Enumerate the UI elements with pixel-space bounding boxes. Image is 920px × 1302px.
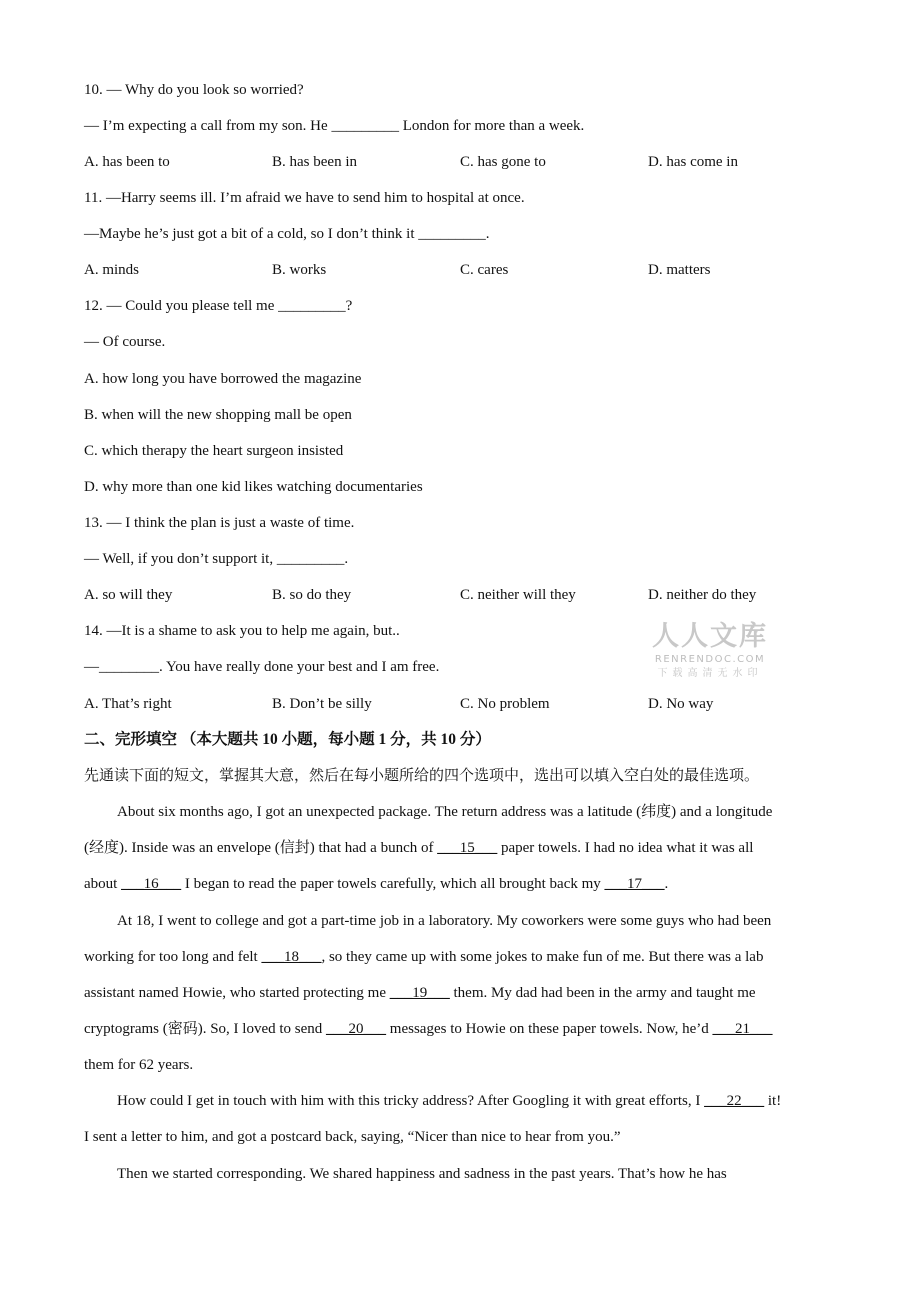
passage-text: I began to read the paper towels carefully, which all brought back my xyxy=(181,876,605,892)
q12-line2: — Of course. xyxy=(84,334,166,350)
passage-p2-line2 xyxy=(84,947,763,967)
q10-option-a: A. has been to xyxy=(84,154,170,170)
q11-option-b: B. works xyxy=(272,262,327,278)
q10-option-b: B. has been in xyxy=(272,154,357,170)
q14-stem: 14. —It is a shame to ask you to help me again, but.. xyxy=(84,623,400,639)
q13-option-a: A. so will they xyxy=(84,587,173,603)
blank-22: ___22___ xyxy=(704,1093,765,1109)
passage-text: working for too long and felt xyxy=(84,949,262,965)
blank-21: ___21___ xyxy=(712,1021,773,1037)
q12-option-b: B. when will the new shopping mall be open xyxy=(84,407,352,423)
q13-line2-post: . xyxy=(344,551,349,567)
watermark-main-text: 人人文库 xyxy=(652,621,768,652)
q13-stem: 13. — I think the plan is just a waste of time. xyxy=(84,515,355,531)
passage-text: How could I get in touch with him with this tricky address? After Googling it with great efforts, I xyxy=(117,1093,705,1109)
passage-p2-line4 xyxy=(84,1019,773,1039)
q12-stem-pre: 12. — Could you please tell me xyxy=(84,298,279,314)
passage-text: about xyxy=(84,876,122,892)
q10-line2-post: London for more than a week. xyxy=(398,118,585,134)
q14-option-c: C. No problem xyxy=(460,696,550,712)
q11-option-d: D. matters xyxy=(648,262,711,278)
q11-line2 xyxy=(84,224,490,244)
passage-text: paper towels. I had no idea what it was all xyxy=(497,840,754,856)
passage-text: assistant named Howie, who started protecting me xyxy=(84,985,390,1001)
q10-stem: 10. — Why do you look so worried? xyxy=(84,82,304,98)
passage-p1-line3 xyxy=(84,874,668,894)
q11-line2-pre: —Maybe he’s just got a bit of a cold, so I don’t think it xyxy=(84,226,419,242)
passage-p3-line2: I sent a letter to him, and got a postcard back, saying, “Nicer than nice to hear from you.” xyxy=(84,1129,621,1145)
q11-option-a: A. minds xyxy=(84,262,140,278)
passage-text: messages to Howie on these paper towels. Now, he’d xyxy=(386,1021,713,1037)
section-instruction: 先通读下面的短文，掌握其大意，然后在每小题所给的四个选项中，选出可以填入空白处的最佳选项。 xyxy=(84,768,760,784)
q10-line2-pre: — I’m expecting a call from my son. He xyxy=(84,118,332,134)
blank-16: ___16___ xyxy=(121,876,182,892)
passage-p1-line1: About six months ago, I got an unexpected package. The return address was a latitude (纬度) and a longitude xyxy=(117,804,773,820)
q12-stem xyxy=(84,296,352,316)
passage-p3-line1 xyxy=(117,1091,781,1111)
q11-stem: 11. —Harry seems ill. I’m afraid we have to send him to hospital at once. xyxy=(84,190,525,206)
q11-blank: _________ xyxy=(418,226,486,242)
passage-text: (经度). Inside was an envelope (信封) that had a bunch of xyxy=(84,840,438,856)
blank-17: ___17___ xyxy=(604,876,665,892)
watermark-subtitle: 下载高清无水印 xyxy=(657,668,763,679)
passage-text: it! xyxy=(764,1093,782,1109)
passage-p1-line2 xyxy=(84,838,753,858)
blank-18: ___18___ xyxy=(261,949,322,965)
passage-p2-line3 xyxy=(84,983,756,1003)
passage-p2-line1: At 18, I went to college and got a part-time job in a laboratory. My coworkers were some guys who had been xyxy=(117,913,772,929)
q12-option-c: C. which therapy the heart surgeon insisted xyxy=(84,443,344,459)
q12-stem-post: ? xyxy=(345,298,353,314)
q13-blank: _________ xyxy=(276,551,345,567)
passage-text: them. My dad had been in the army and taught me xyxy=(449,985,756,1001)
watermark-logo xyxy=(648,621,772,681)
blank-15: ___15___ xyxy=(437,840,498,856)
watermark-url: RENRENDOC.COM xyxy=(654,654,766,665)
q13-line2-pre: — Well, if you don’t support it, xyxy=(84,551,277,567)
passage-p4-line1: Then we started corresponding. We shared happiness and sadness in the past years. That’s how he has xyxy=(117,1166,727,1182)
q14-line2 xyxy=(84,657,439,677)
q12-blank: _________ xyxy=(278,298,346,314)
q13-line2 xyxy=(84,549,348,569)
blank-20: ___20___ xyxy=(326,1021,387,1037)
q10-option-d: D. has come in xyxy=(648,154,738,170)
q13-option-c: C. neither will they xyxy=(460,587,576,603)
q14-option-a: A. That’s right xyxy=(84,696,172,712)
section-heading: 二、完形填空 （本大题共 10 小题，每小题 1 分，共 10 分） xyxy=(84,731,491,748)
blank-19: ___19___ xyxy=(389,985,450,1001)
passage-text: cryptograms (密码). So, I loved to send xyxy=(84,1021,327,1037)
q14-option-d: D. No way xyxy=(648,696,714,712)
q14-blank: ________ xyxy=(99,659,159,675)
q14-line2-post: . You have really done your best and I am free. xyxy=(159,659,440,675)
q14-option-b: B. Don’t be silly xyxy=(272,696,372,712)
q12-option-d: D. why more than one kid likes watching documentaries xyxy=(84,479,423,495)
q12-option-a: A. how long you have borrowed the magazine xyxy=(84,371,362,387)
q10-option-c: C. has gone to xyxy=(460,154,546,170)
q10-blank: _________ xyxy=(331,118,399,134)
q14-line2-pre: — xyxy=(84,659,99,675)
q13-option-b: B. so do they xyxy=(272,587,352,603)
passage-text: , so they came up with some jokes to make fun of me. But there was a lab xyxy=(321,949,764,965)
passage-text: . xyxy=(664,876,669,892)
q11-line2-post: . xyxy=(485,226,490,242)
q10-line2 xyxy=(84,116,584,136)
passage-p2-line5: them for 62 years. xyxy=(84,1057,194,1073)
q13-option-d: D. neither do they xyxy=(648,587,757,603)
q11-option-c: C. cares xyxy=(460,262,509,278)
